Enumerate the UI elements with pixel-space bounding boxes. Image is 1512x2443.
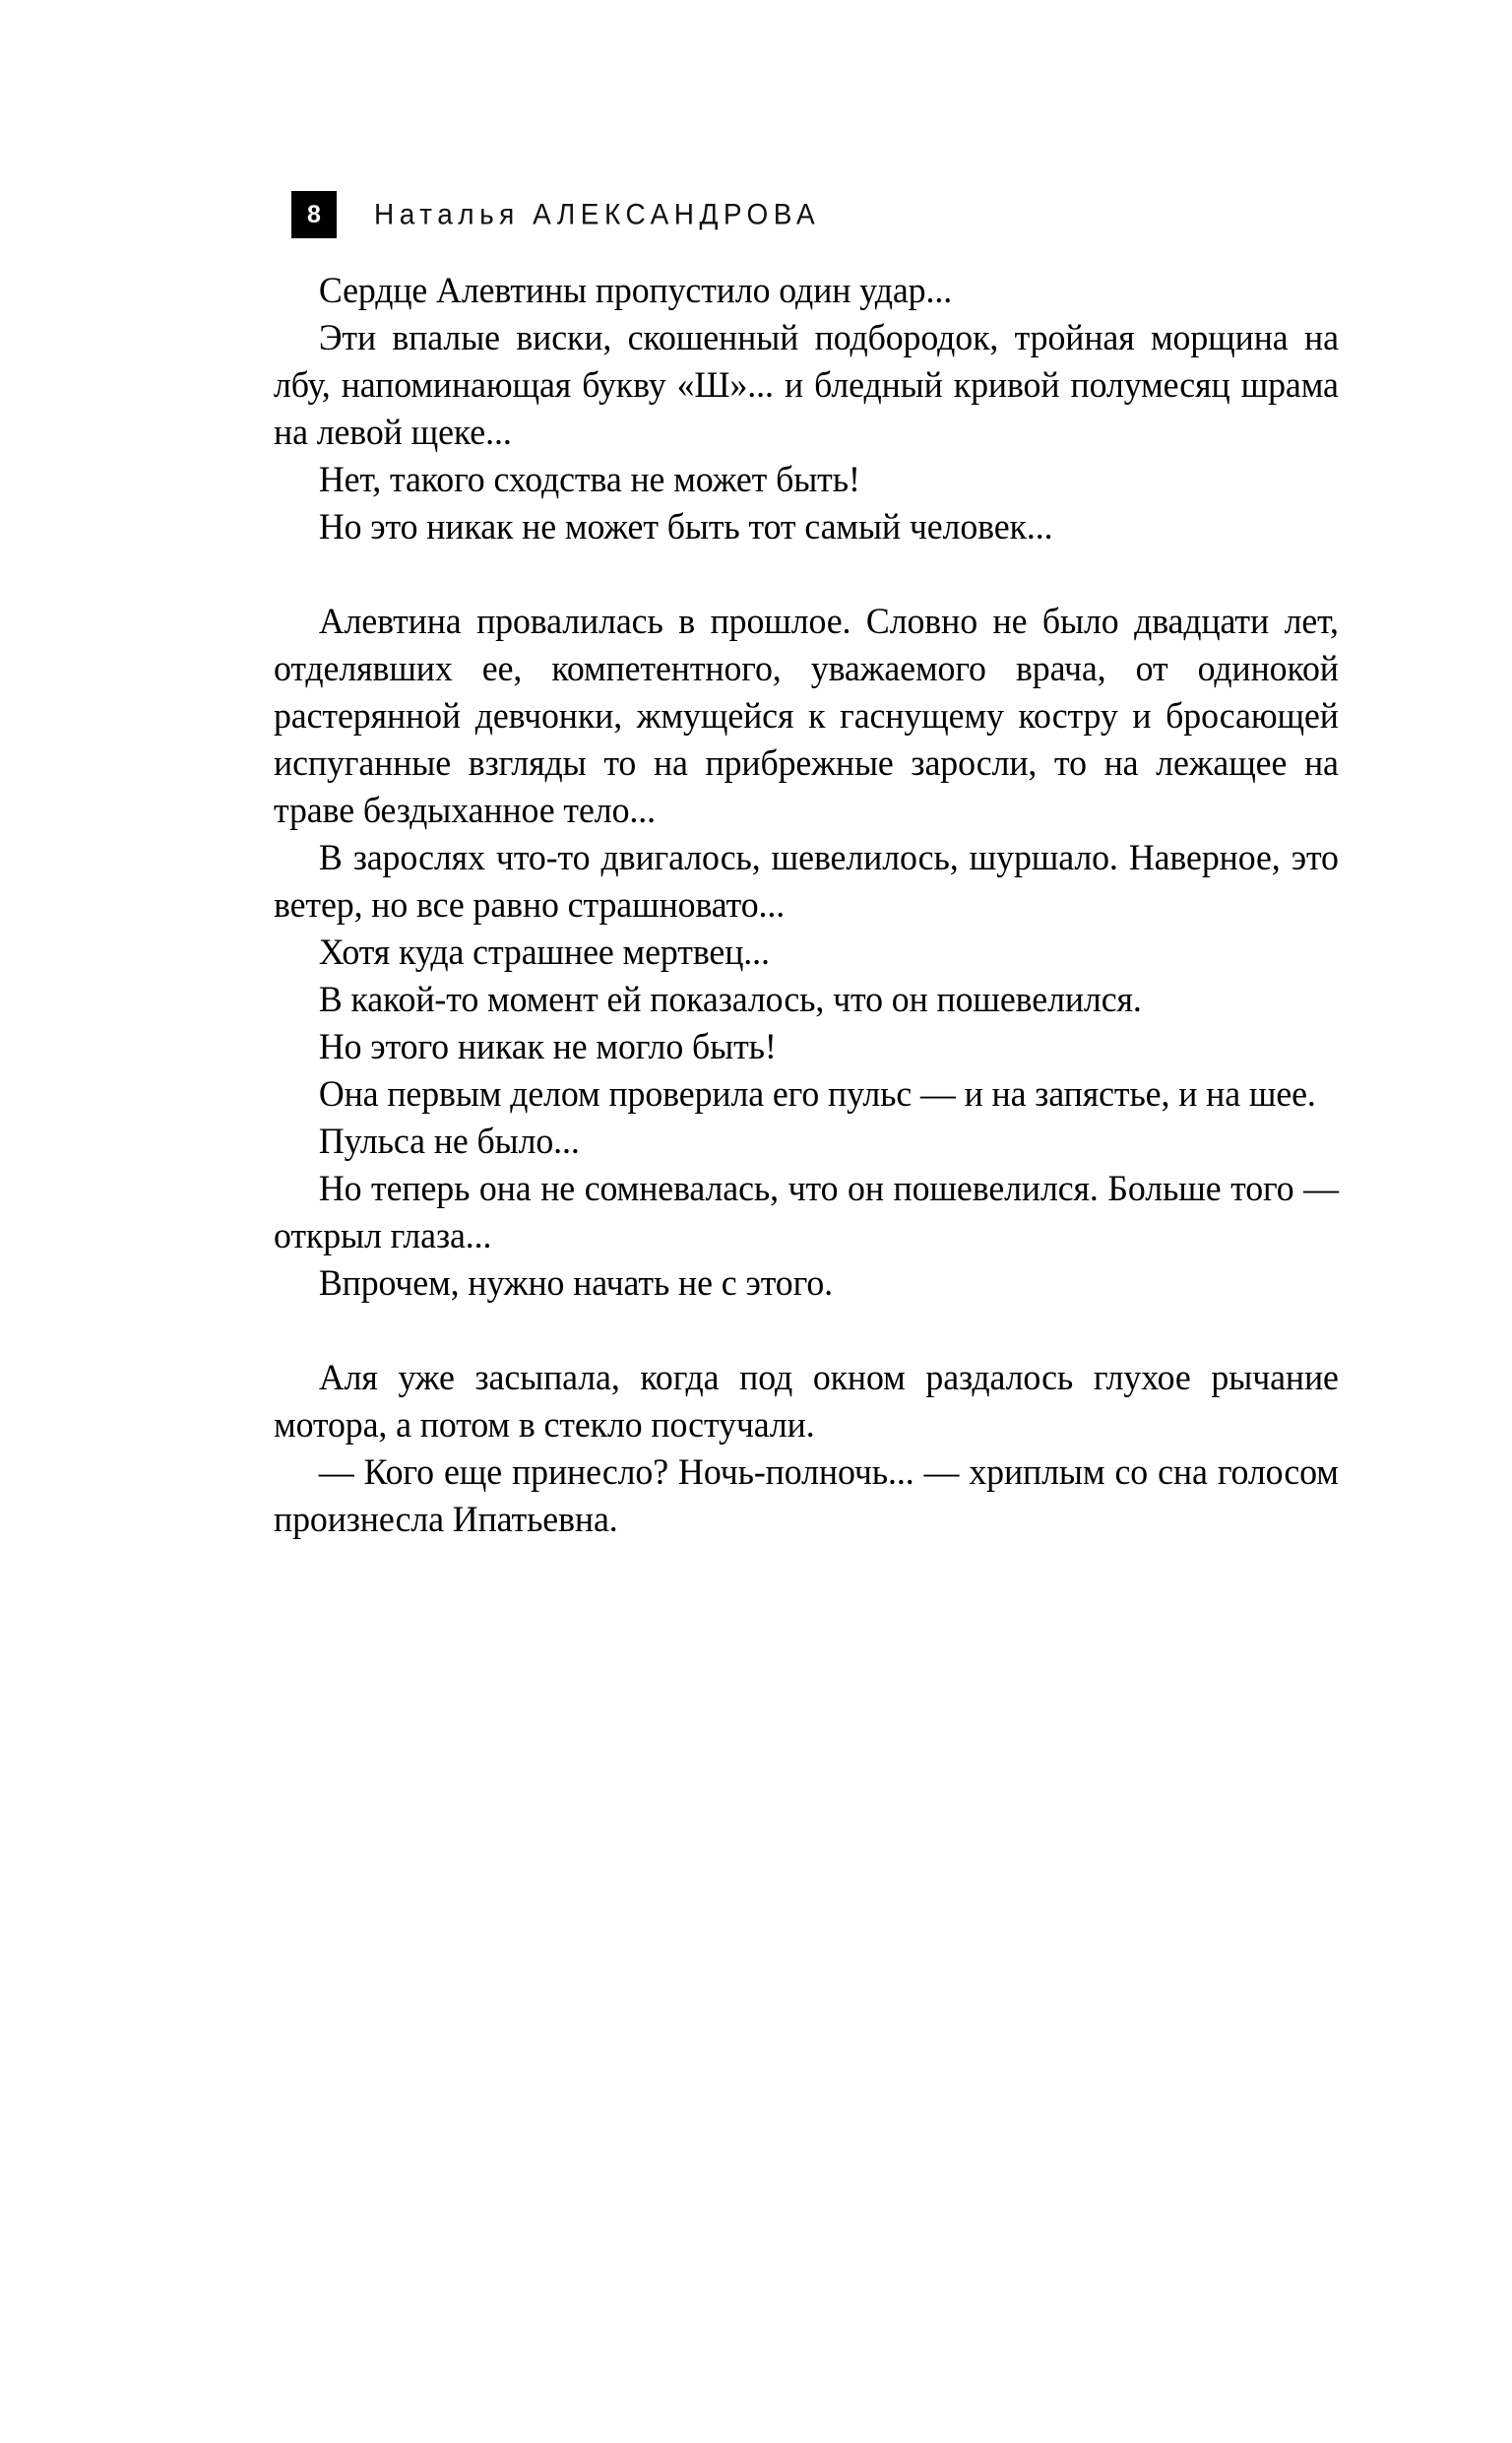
body-paragraph: Нет, такого сходства не может быть! (318, 460, 860, 500)
body-paragraph: В зарослях что-то двигалось, шевелилось, шуршало. Наверное, это ветер, но все равно страшновато... (274, 838, 1339, 926)
body-paragraph: Пульса не было... (318, 1122, 580, 1162)
body-paragraph: Но этого никак не могло быть! (318, 1027, 777, 1067)
running-head (291, 189, 820, 240)
author-name: Наталья АЛЕКСАНДРОВА (374, 198, 821, 230)
paragraph-block (274, 599, 1339, 1308)
paragraph-block (274, 268, 1339, 551)
body-paragraph: Впрочем, нужно начать не с этого. (318, 1263, 833, 1304)
body-paragraph: — Кого еще принесло? Ночь-полночь... — хриплым со сна голосом произнесла Ипатьевна. (274, 1452, 1339, 1540)
body-paragraph: Сердце Алевтины пропустило один удар... (318, 271, 953, 311)
paragraph-block (274, 1355, 1339, 1544)
body-paragraph: Но это никак не может быть тот самый человек... (318, 507, 1053, 547)
paragraph-block-gap (274, 1308, 1339, 1355)
body-paragraph: Она первым делом проверила его пульс — и на запястье, и на шее. (318, 1074, 1316, 1115)
paragraph-block-gap (274, 551, 1339, 599)
body-paragraph: В какой-то момент ей показалось, что он пошевелился. (318, 980, 1142, 1020)
body-text-column (274, 268, 1339, 1544)
body-paragraph: Эти впалые виски, скошенный подбородок, тройная морщина на лбу, напоминающая букву «Ш»... и бледный кривой полумесяц шрама на левой щеке... (274, 318, 1339, 453)
body-paragraph: Аля уже засыпала, когда под окном раздалось глухое рычание мотора, а потом в стекло постучали. (274, 1358, 1339, 1446)
body-paragraph: Хотя куда страшнее мертвец... (318, 932, 770, 973)
page-number-badge: 8 (291, 191, 337, 238)
body-paragraph: Алевтина провалилась в прошлое. Словно не было двадцати лет, отделявших ее, компетентного, уважаемого врача, от одинокой растерянной девчонки, жмущейся к гаснущему костру и бросающей испуганные взгляды то на прибрежные заросли, то на лежащее на траве бездыханное тело... (274, 602, 1339, 831)
body-paragraph: Но теперь она не сомневалась, что он пошевелился. Больше того — открыл глаза... (274, 1169, 1339, 1256)
